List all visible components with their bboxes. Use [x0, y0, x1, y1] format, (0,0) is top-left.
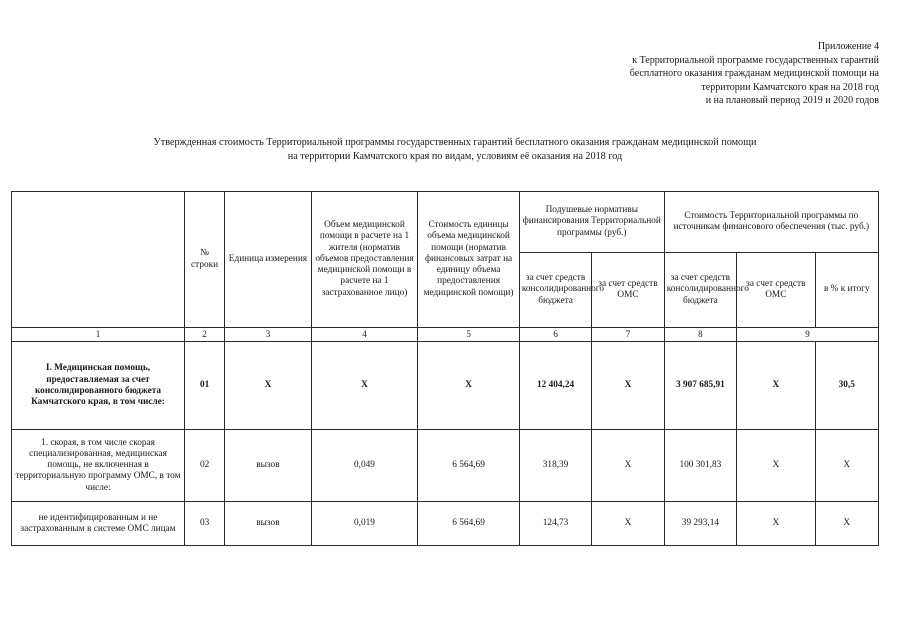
- cost-table: [11, 191, 879, 546]
- appendix-header: [559, 40, 879, 108]
- column-number: 3: [225, 328, 311, 342]
- header-sub-budget-5: за счет средств консолидированного бюджета: [519, 253, 591, 328]
- header-row-1: [12, 192, 879, 253]
- row-per-capita-budget: 124,73: [519, 502, 591, 546]
- table-row: [12, 342, 879, 430]
- row-number: 03: [184, 502, 224, 546]
- column-number: 8: [664, 328, 736, 342]
- row-percent: X: [815, 502, 878, 546]
- document-title-line-2: на территории Камчатского края по видам, условиям её оказания на 2018 год: [287, 150, 623, 162]
- header-sub-budget-7: за счет средств консолидированного бюджета: [664, 253, 736, 328]
- row-per-capita-budget: 12 404,24: [519, 342, 591, 430]
- row-volume: 0,019: [311, 502, 418, 546]
- header-volume: Объем медицинской помощи в расчете на 1 жителя (норматив объемов предоставления медицинской помощи в расчете на 1 застрахованное лицо): [311, 192, 418, 328]
- row-name: 1. скорая, в том числе скорая специализированная, медицинская помощь, не включенная в территориальную программу ОМС, в том числе:: [12, 430, 185, 502]
- row-number: 01: [184, 342, 224, 430]
- table-row: [12, 430, 879, 502]
- row-unit: вызов: [225, 430, 311, 502]
- row-cost-unit: X: [418, 342, 520, 430]
- row-cost-unit: 6 564,69: [418, 430, 520, 502]
- table-row: [12, 502, 879, 546]
- header-sub-oms-8: за счет средств ОМС: [737, 253, 815, 328]
- column-number: 6: [519, 328, 591, 342]
- appendix-line: к Территориальной программе государственных гарантий: [632, 54, 879, 66]
- header-sub-oms-6: за счет средств ОМС: [592, 253, 664, 328]
- header-sub-percent-9: в % к итогу: [815, 253, 878, 328]
- row-cost-unit: 6 564,69: [418, 502, 520, 546]
- row-volume: 0,049: [311, 430, 418, 502]
- row-per-capita-oms: X: [592, 502, 664, 546]
- header-unit: Единица измерения: [225, 192, 311, 328]
- column-number: 2: [184, 328, 224, 342]
- row-cost-oms: X: [737, 502, 815, 546]
- document-title-line-1: Утвержденная стоимость Территориальной программы государственных гарантий бесплатного оказания гражданам медицинской помощи: [153, 137, 757, 148]
- column-numbers-row: [12, 328, 879, 342]
- appendix-line: территории Камчатского края на 2018 год: [701, 81, 879, 93]
- row-name: I. Медицинская помощь, предоставляемая за счет консолидированного бюджета Камчатского края, в том числе:: [12, 342, 185, 430]
- column-number: 1: [12, 328, 185, 342]
- header-cost-unit: Стоимость единицы объема медицинской помощи (норматив финансовых затрат на единицу объема предоставления медицинской помощи): [418, 192, 520, 328]
- appendix-line: бесплатного оказания гражданам медицинской помощи на: [629, 68, 879, 79]
- row-cost-budget: 39 293,14: [664, 502, 736, 546]
- row-volume: X: [311, 342, 418, 430]
- row-percent: X: [815, 430, 878, 502]
- column-number: 9: [737, 328, 879, 342]
- row-cost-budget: 3 907 685,91: [664, 342, 736, 430]
- row-cost-oms: X: [737, 430, 815, 502]
- row-cost-budget: 100 301,83: [664, 430, 736, 502]
- column-number: 5: [418, 328, 520, 342]
- header-per-capita-group: Подушевые нормативы финансирования Территориальной программы (руб.): [519, 192, 664, 253]
- row-percent: 30,5: [815, 342, 878, 430]
- row-cost-oms: X: [737, 342, 815, 430]
- header-name-cell: [12, 192, 185, 328]
- row-per-capita-oms: X: [592, 342, 664, 430]
- document-title: [60, 136, 850, 163]
- row-per-capita-budget: 318,39: [519, 430, 591, 502]
- appendix-line: и на плановый период 2019 и 2020 годов: [705, 95, 879, 106]
- row-unit: вызов: [225, 502, 311, 546]
- column-number: 7: [592, 328, 664, 342]
- header-row-no: № строки: [184, 192, 224, 328]
- column-number: 4: [311, 328, 418, 342]
- row-name: не идентифицированным и не застрахованным в системе ОМС лицам: [12, 502, 185, 546]
- appendix-line: Приложение 4: [817, 41, 879, 52]
- header-cost-program-group: Стоимость Территориальной программы по источникам финансового обеспечения (тыс. руб.): [664, 192, 878, 253]
- row-unit: X: [225, 342, 311, 430]
- row-per-capita-oms: X: [592, 430, 664, 502]
- row-number: 02: [184, 430, 224, 502]
